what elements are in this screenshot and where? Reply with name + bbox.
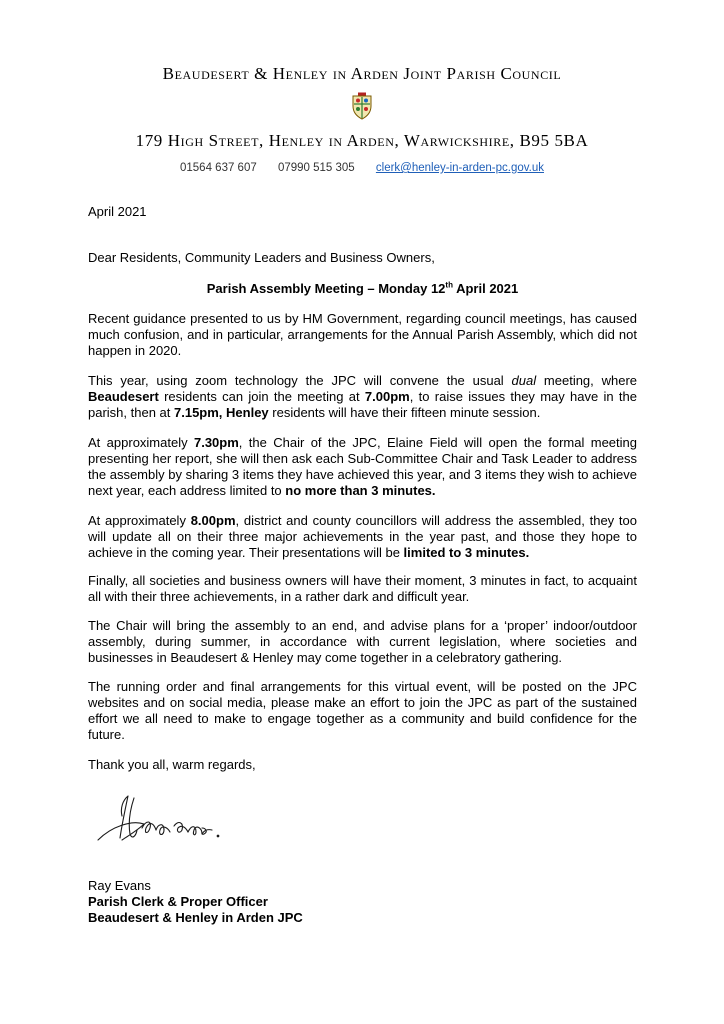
text-emphasis: dual <box>511 373 537 388</box>
text-run: residents can join the meeting at <box>158 389 365 404</box>
signatory-name: Ray Evans <box>88 878 151 893</box>
phone-number-1: 01564 637 607 <box>180 162 257 174</box>
text-run: At approximately <box>88 435 194 450</box>
paragraph-societies: Finally, all societies and business owners will have their moment, 3 minutes in fact, to acquaint all with their three achievements, in a rather dark and difficult year. <box>88 573 637 604</box>
text-bold: 7.15pm, Henley <box>174 405 269 420</box>
phone-number-2: 07990 515 305 <box>277 162 355 174</box>
paragraph-councillors <box>88 513 637 561</box>
council-crest-icon <box>350 92 374 120</box>
signatory-title: Parish Clerk & Proper Officer <box>88 894 268 909</box>
text-bold: no more than 3 minutes. <box>285 483 436 498</box>
text-bold: limited to 3 minutes. <box>403 545 530 560</box>
closing-line: Thank you all, warm regards, <box>88 757 256 772</box>
text-run: This year, using zoom technology the JPC will convene the usual <box>88 373 512 388</box>
paragraph-guidance: Recent guidance presented to us by HM Government, regarding council meetings, has caused much confusion, and in particular, arrangements for the Annual Parish Assembly, which did not happen in 2020. <box>88 311 637 358</box>
text-bold: Beaudesert <box>88 389 159 404</box>
salutation: Dear Residents, Community Leaders and Business Owners, <box>88 250 435 265</box>
text-bold: 8.00pm <box>190 513 236 528</box>
text-run: At approximately <box>88 513 191 528</box>
handwritten-signature <box>92 790 252 852</box>
text-run: residents will have their fifteen minute session. <box>268 405 541 420</box>
council-name: Beaudesert & Henley in Arden Joint Parish Council <box>162 64 562 83</box>
signature-block <box>88 878 303 926</box>
text-run: , district and county councillors will address the assembled, they too will update all on their three major achievements in the year past, and those they hope to achieve in the coming year. Their presentations will be <box>88 513 637 560</box>
paragraph-formal-meeting <box>88 435 637 499</box>
heading-main: Parish Assembly Meeting – Monday 12 <box>206 281 446 296</box>
signatory-organisation: Beaudesert & Henley in Arden JPC <box>88 910 303 925</box>
text-run: , the Chair of the JPC, Elaine Field will open the formal meeting presenting her report, she will then ask each Sub-Committee Chair and Task Leader to address the assembly by sharing 3 items they have achieved this year, and 3 items they wish to achieve next year, each address limited to <box>88 435 637 498</box>
text-run: meeting, where <box>536 373 638 388</box>
email-link[interactable]: clerk@henley-in-arden-pc.gov.uk <box>375 162 544 174</box>
council-address: 179 High Street, Henley in Arden, Warwickshire, B95 5BA <box>135 131 589 150</box>
paragraph-running-order: The running order and final arrangements for this virtual event, will be posted on the JPC websites and on social media, please make an effort to join the JPC as part of the sustained effort we all need to make to engage together as a community and build confidence for the future. <box>88 679 637 742</box>
heading-ordinal: th <box>445 280 453 290</box>
paragraph-summer-assembly: The Chair will bring the assembly to an end, and advise plans for a ‘proper’ indoor/outdoor assembly, during summer, in accordance with current legislation, where societies and businesses in Beaudesert & Henley may come together in a celebratory gathering. <box>88 618 637 665</box>
text-bold: 7.30pm <box>193 435 239 450</box>
contact-line <box>0 162 724 174</box>
letter-date: April 2021 <box>88 204 147 219</box>
text-bold: 7.00pm <box>364 389 410 404</box>
paragraph-dual-meeting <box>88 373 637 421</box>
letter-heading <box>88 281 637 297</box>
heading-date: April 2021 <box>452 281 519 296</box>
text-run: , to raise issues they may have in the parish, then at <box>88 389 638 420</box>
